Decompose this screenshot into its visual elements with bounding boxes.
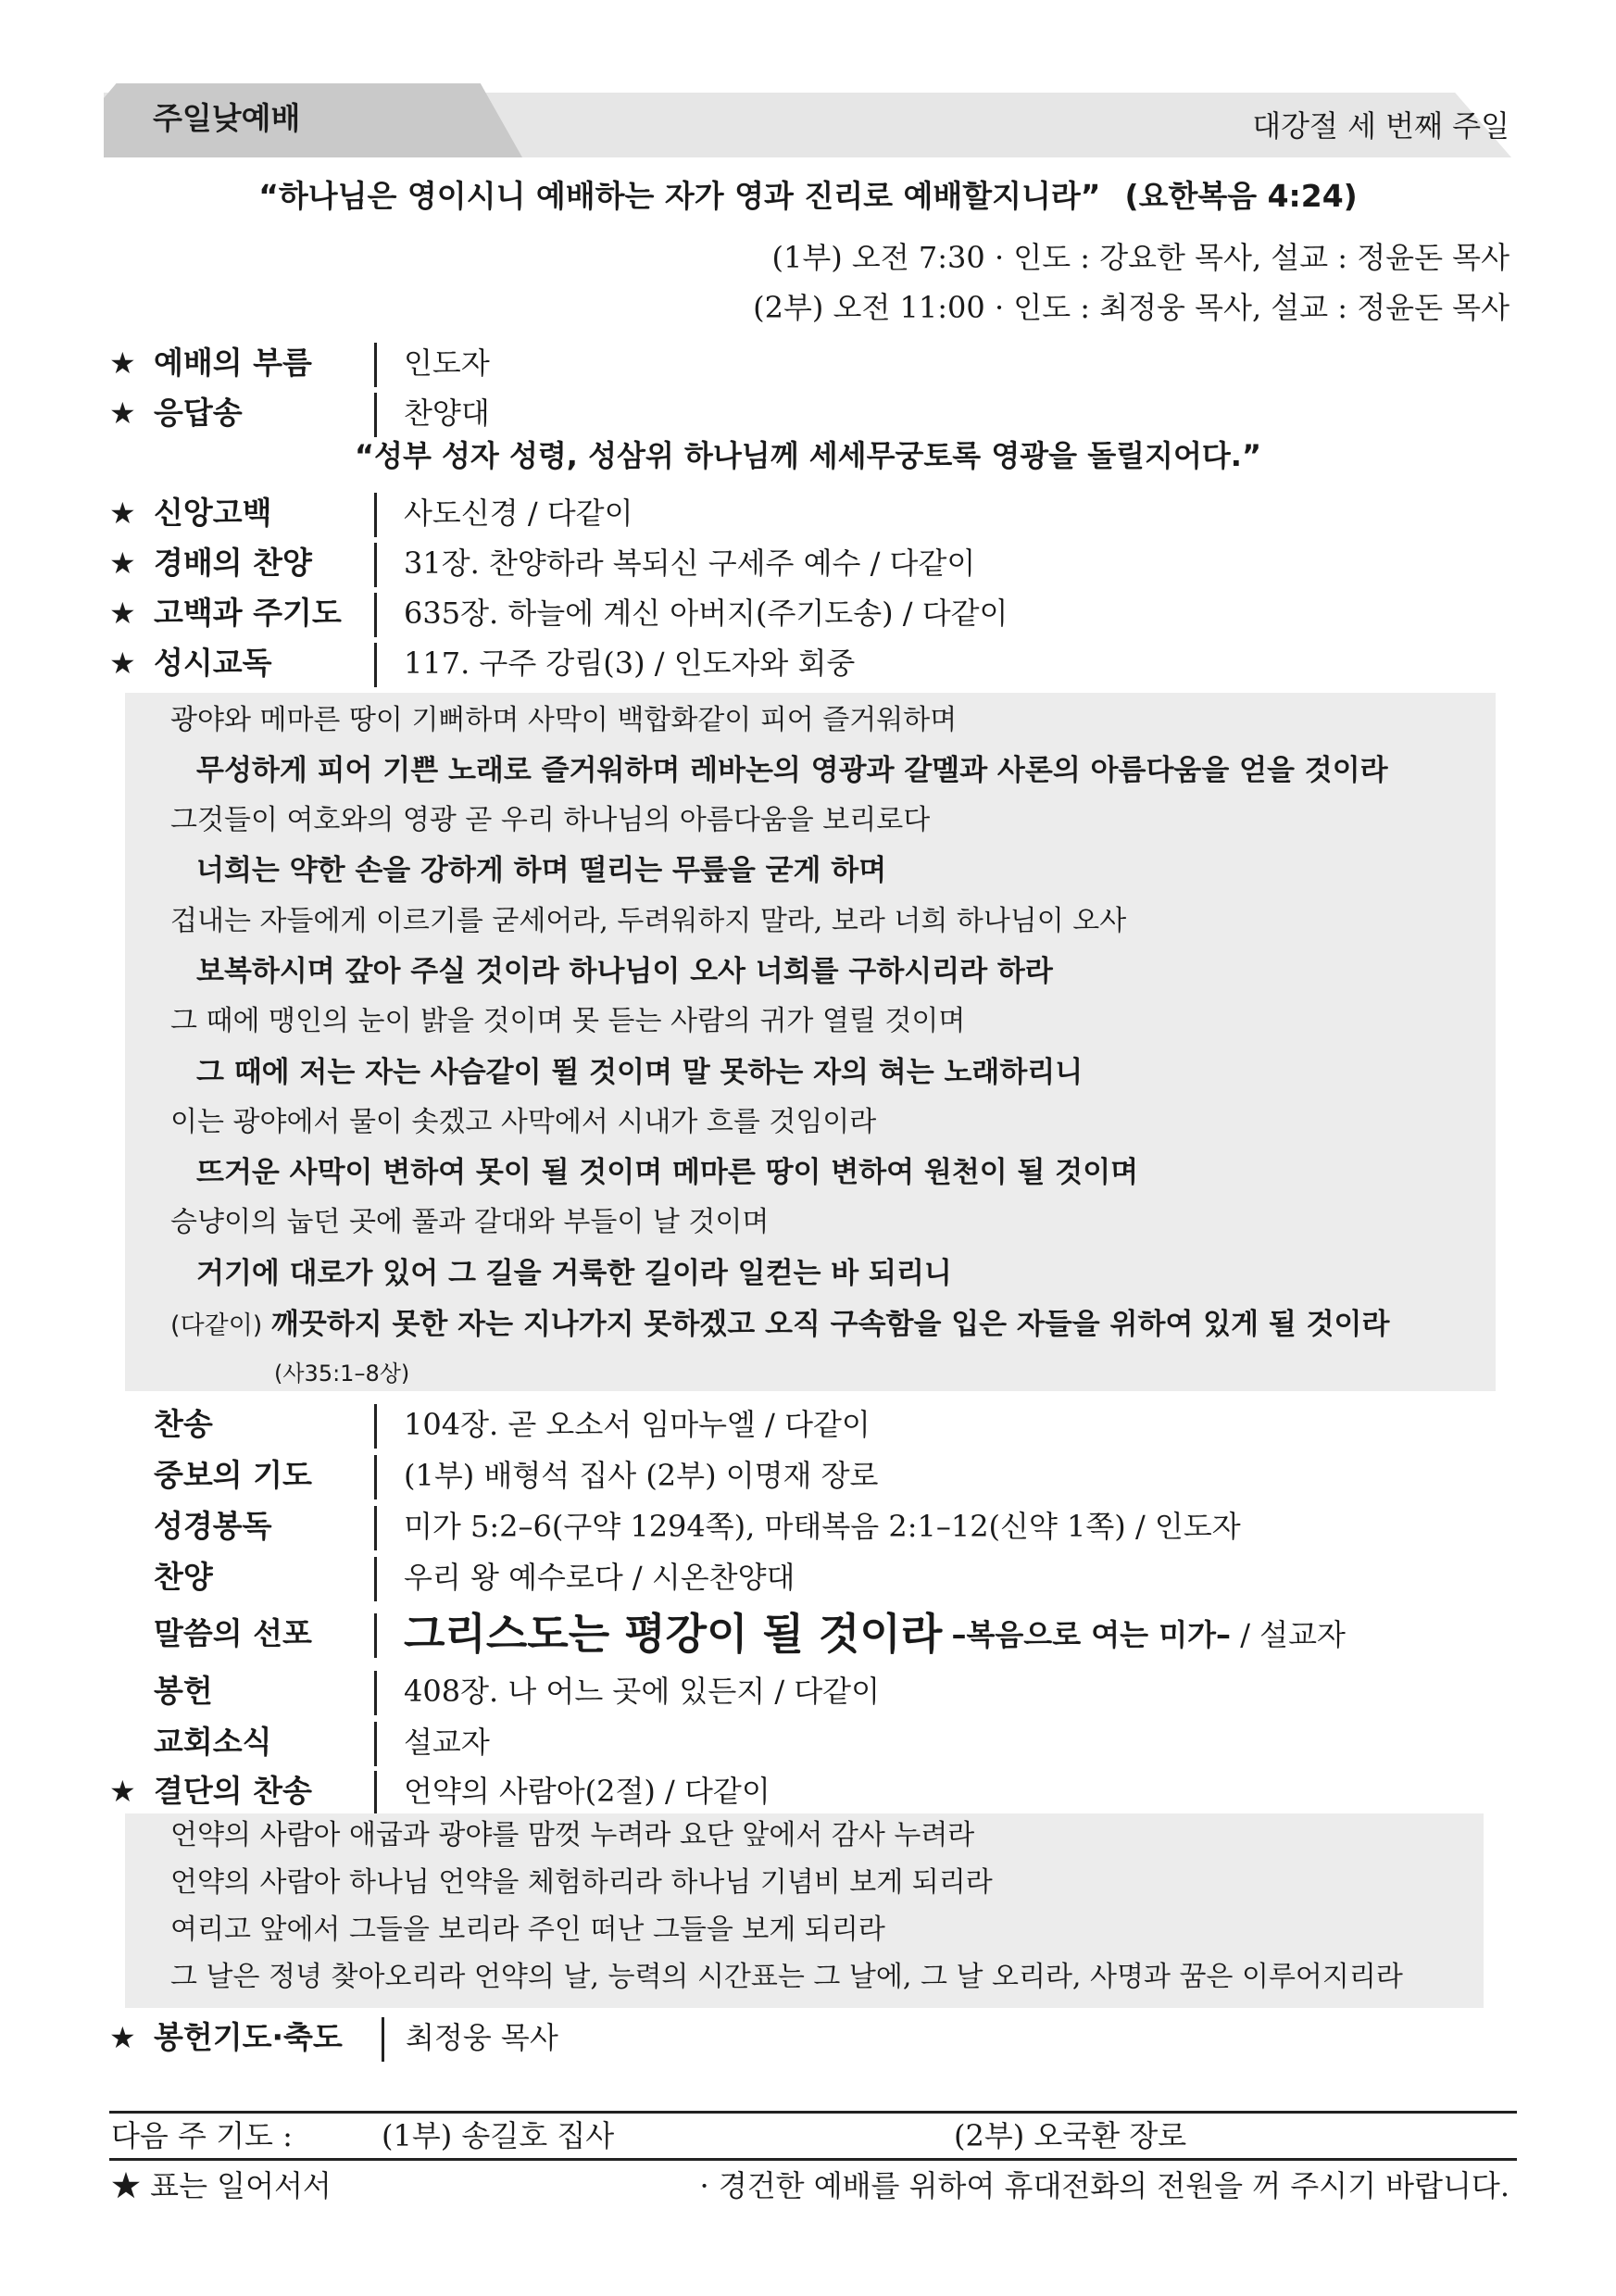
footer-bottom-rule (109, 2158, 1517, 2161)
sermon-speaker: / 설교자 (1231, 1617, 1346, 1652)
divider (374, 543, 377, 587)
sermon-subtitle: –복음으로 여는 미가– (951, 1617, 1232, 1652)
order-row (109, 1667, 1517, 1717)
order-label: 경배의 찬양 (154, 545, 312, 581)
stand-note: ★ 표는 일어서서 (111, 2168, 332, 2203)
divider (374, 1506, 377, 1550)
order-value: 31장. 찬양하라 복되신 구세주 예수 / 다같이 (404, 546, 976, 581)
song-line: 언약의 사람아 하나님 언약을 체험하리라 하나님 기념비 보게 되리라 (170, 1866, 993, 1899)
order-value: 사도신경 / 다같이 (404, 496, 633, 531)
star-icon: ★ (109, 496, 136, 531)
order-row (109, 339, 1517, 389)
order-label: 중보의 기도 (154, 1457, 312, 1493)
divider (374, 393, 377, 437)
order-value: 미가 5:2–6(구약 1294쪽), 마태복음 2:1–12(신약 1쪽) / 인도자 (404, 1509, 1241, 1544)
order-value: 인도자 (404, 345, 490, 381)
reading-line-people: 너희는 약한 손을 강하게 하며 떨리는 무릎을 굳게 하며 (196, 854, 887, 887)
divider (374, 1404, 377, 1449)
order-row (109, 1767, 1517, 1817)
order-value: 설교자 (404, 1725, 490, 1760)
reading-line-people: 거기에 대로가 있어 그 길을 거룩한 길이라 일컫는 바 되리니 (196, 1257, 952, 1290)
reading-line-leader: 승냥이의 눕던 곳에 풀과 갈대와 부들이 날 것이며 (170, 1206, 770, 1238)
phone-note: · 경건한 예배를 위하여 휴대전화의 전원을 꺼 주시기 바랍니다. (699, 2168, 1510, 2203)
next-week-prayer-2: (2부) 오국환 장로 (954, 2118, 1187, 2153)
sermon-label: 말씀의 선포 (154, 1615, 312, 1651)
order-label: 봉헌기도·축도 (154, 2019, 343, 2055)
song-line: 언약의 사람아 애굽과 광야를 맘껏 누려라 요단 앞에서 감사 누려라 (170, 1819, 975, 1851)
reading-line-people: 뜨거운 사막이 변하여 못이 될 것이며 메마른 땅이 변하여 원천이 될 것이며 (196, 1156, 1139, 1189)
divider (374, 593, 377, 637)
order-value: 언약의 사람아(2절) / 다같이 (404, 1774, 770, 1809)
reading-line-leader: 그것들이 여호와의 영광 곧 우리 하나님의 아름다움을 보리로다 (170, 804, 931, 836)
order-value: 117. 구주 강림(3) / 인도자와 회중 (404, 646, 856, 681)
footer-top-rule (109, 2111, 1517, 2114)
order-row (109, 639, 1517, 689)
reading-line-all (170, 1306, 1389, 1345)
divider (374, 493, 377, 537)
order-label: 결단의 찬송 (154, 1773, 312, 1809)
order-row (109, 489, 1517, 539)
reading-line-leader: 이는 광야에서 물이 솟겠고 사막에서 시내가 흐를 것임이라 (170, 1106, 877, 1138)
order-row (109, 1400, 1517, 1450)
reading-line-people: 무성하게 피어 기쁜 노래로 즐거워하며 레바논의 영광과 갈멜과 사론의 아름다움을 얻을 것이라 (196, 754, 1388, 787)
star-icon: ★ (109, 345, 136, 381)
divider (374, 1722, 377, 1766)
page-subtitle: 대강절 세 번째 주일 (1252, 108, 1510, 144)
sermon-row (109, 1610, 1517, 1660)
order-label: 찬송 (154, 1406, 213, 1442)
reading-line-leader: 그 때에 맹인의 눈이 밝을 것이며 못 듣는 사람의 귀가 열릴 것이며 (170, 1005, 966, 1037)
star-icon: ★ (109, 646, 136, 681)
divider (374, 343, 377, 387)
order-label: 응답송 (154, 395, 243, 431)
divider (374, 1455, 377, 1499)
divider (374, 1557, 377, 1601)
order-value: 최정웅 목사 (406, 2020, 558, 2055)
star-icon: ★ (109, 546, 136, 581)
star-icon: ★ (109, 596, 136, 631)
reading-reference: (사35:1–8상) (274, 1361, 410, 1386)
order-label: 봉헌 (154, 1673, 213, 1709)
order-row (109, 1718, 1517, 1768)
order-label: 성시교독 (154, 645, 272, 681)
order-label: 성경봉독 (154, 1508, 272, 1544)
divider (374, 1671, 377, 1715)
order-row (109, 1451, 1517, 1501)
doxology: “성부 성자 성령, 성삼위 하나님께 세세무궁토록 영광을 돌릴지어다.” (355, 438, 1261, 473)
reading-line-leader: 겁내는 자들에게 이르기를 굳세어라, 두려워하지 말라, 보라 너희 하나님이 오사 (170, 905, 1127, 937)
all-text: 깨끗하지 못한 자는 지나가지 못하겠고 오직 구속함을 입은 자들을 위하여 있게 될 것이라 (270, 1308, 1390, 1341)
order-value: 104장. 곧 오소서 임마누엘 / 다같이 (404, 1407, 871, 1442)
sermon-title: 그리스도는 평강이 될 것이라 (404, 1609, 943, 1659)
star-icon: ★ (109, 2020, 136, 2055)
order-row (109, 539, 1517, 589)
next-week-prayer-1: (1부) 송길호 집사 (382, 2118, 615, 2153)
order-value: (1부) 배형석 집사 (2부) 이명재 장로 (404, 1458, 879, 1493)
order-label: 신앙고백 (154, 495, 272, 531)
divider (374, 643, 377, 687)
motto-text: “하나님은 영이시니 예배하는 자가 영과 진리로 예배할지니라” (258, 178, 1101, 214)
song-line: 여리고 앞에서 그들을 보리라 주인 떠난 그들을 보게 되리라 (170, 1913, 885, 1946)
order-label: 고백과 주기도 (154, 595, 342, 631)
all-tag: (다같이) (170, 1311, 263, 1340)
order-label: 찬양 (154, 1559, 213, 1595)
song-line: 그 날은 정녕 찾아오리라 언약의 날, 능력의 시간표는 그 날에, 그 날 오리라, 사명과 꿈은 이루어지리라 (170, 1961, 1403, 1993)
order-value: 찬양대 (404, 395, 490, 431)
order-value: 우리 왕 예수로다 / 시온찬양대 (404, 1560, 795, 1595)
service-time-1: (1부) 오전 7:30 · 인도 : 강요한 목사, 설교 : 정윤돈 목사 (771, 240, 1510, 275)
motto-ref: (요한복음 4:24) (1124, 178, 1358, 214)
reading-line-leader: 광야와 메마른 땅이 기뻐하며 사막이 백합화같이 피어 즐거워하며 (170, 704, 958, 736)
motto (0, 172, 1616, 216)
sermon-value (404, 1609, 1346, 1659)
order-row (109, 1553, 1517, 1603)
divider (374, 1613, 377, 1658)
order-row (109, 589, 1517, 639)
star-icon: ★ (109, 395, 136, 431)
benediction-row (109, 2014, 1517, 2064)
order-value: 635장. 하늘에 계신 아버지(주기도송) / 다같이 (404, 596, 1008, 631)
divider (374, 1771, 377, 1815)
order-row (109, 389, 1517, 439)
divider (382, 2017, 384, 2062)
order-value: 408장. 나 어느 곳에 있든지 / 다같이 (404, 1674, 881, 1709)
order-label: 교회소식 (154, 1724, 272, 1760)
star-icon: ★ (109, 1774, 136, 1809)
page-title: 주일낮예배 (153, 100, 301, 136)
next-week-label: 다음 주 기도 : (111, 2118, 293, 2153)
service-time-2: (2부) 오전 11:00 · 인도 : 최정웅 목사, 설교 : 정윤돈 목사 (753, 290, 1510, 325)
order-label: 예배의 부름 (154, 345, 312, 381)
reading-line-people: 보복하시며 갚아 주실 것이라 하나님이 오사 너희를 구하시리라 하라 (196, 955, 1053, 988)
reading-line-people: 그 때에 저는 자는 사슴같이 뛸 것이며 말 못하는 자의 혀는 노래하리니 (196, 1056, 1084, 1089)
order-row (109, 1502, 1517, 1552)
